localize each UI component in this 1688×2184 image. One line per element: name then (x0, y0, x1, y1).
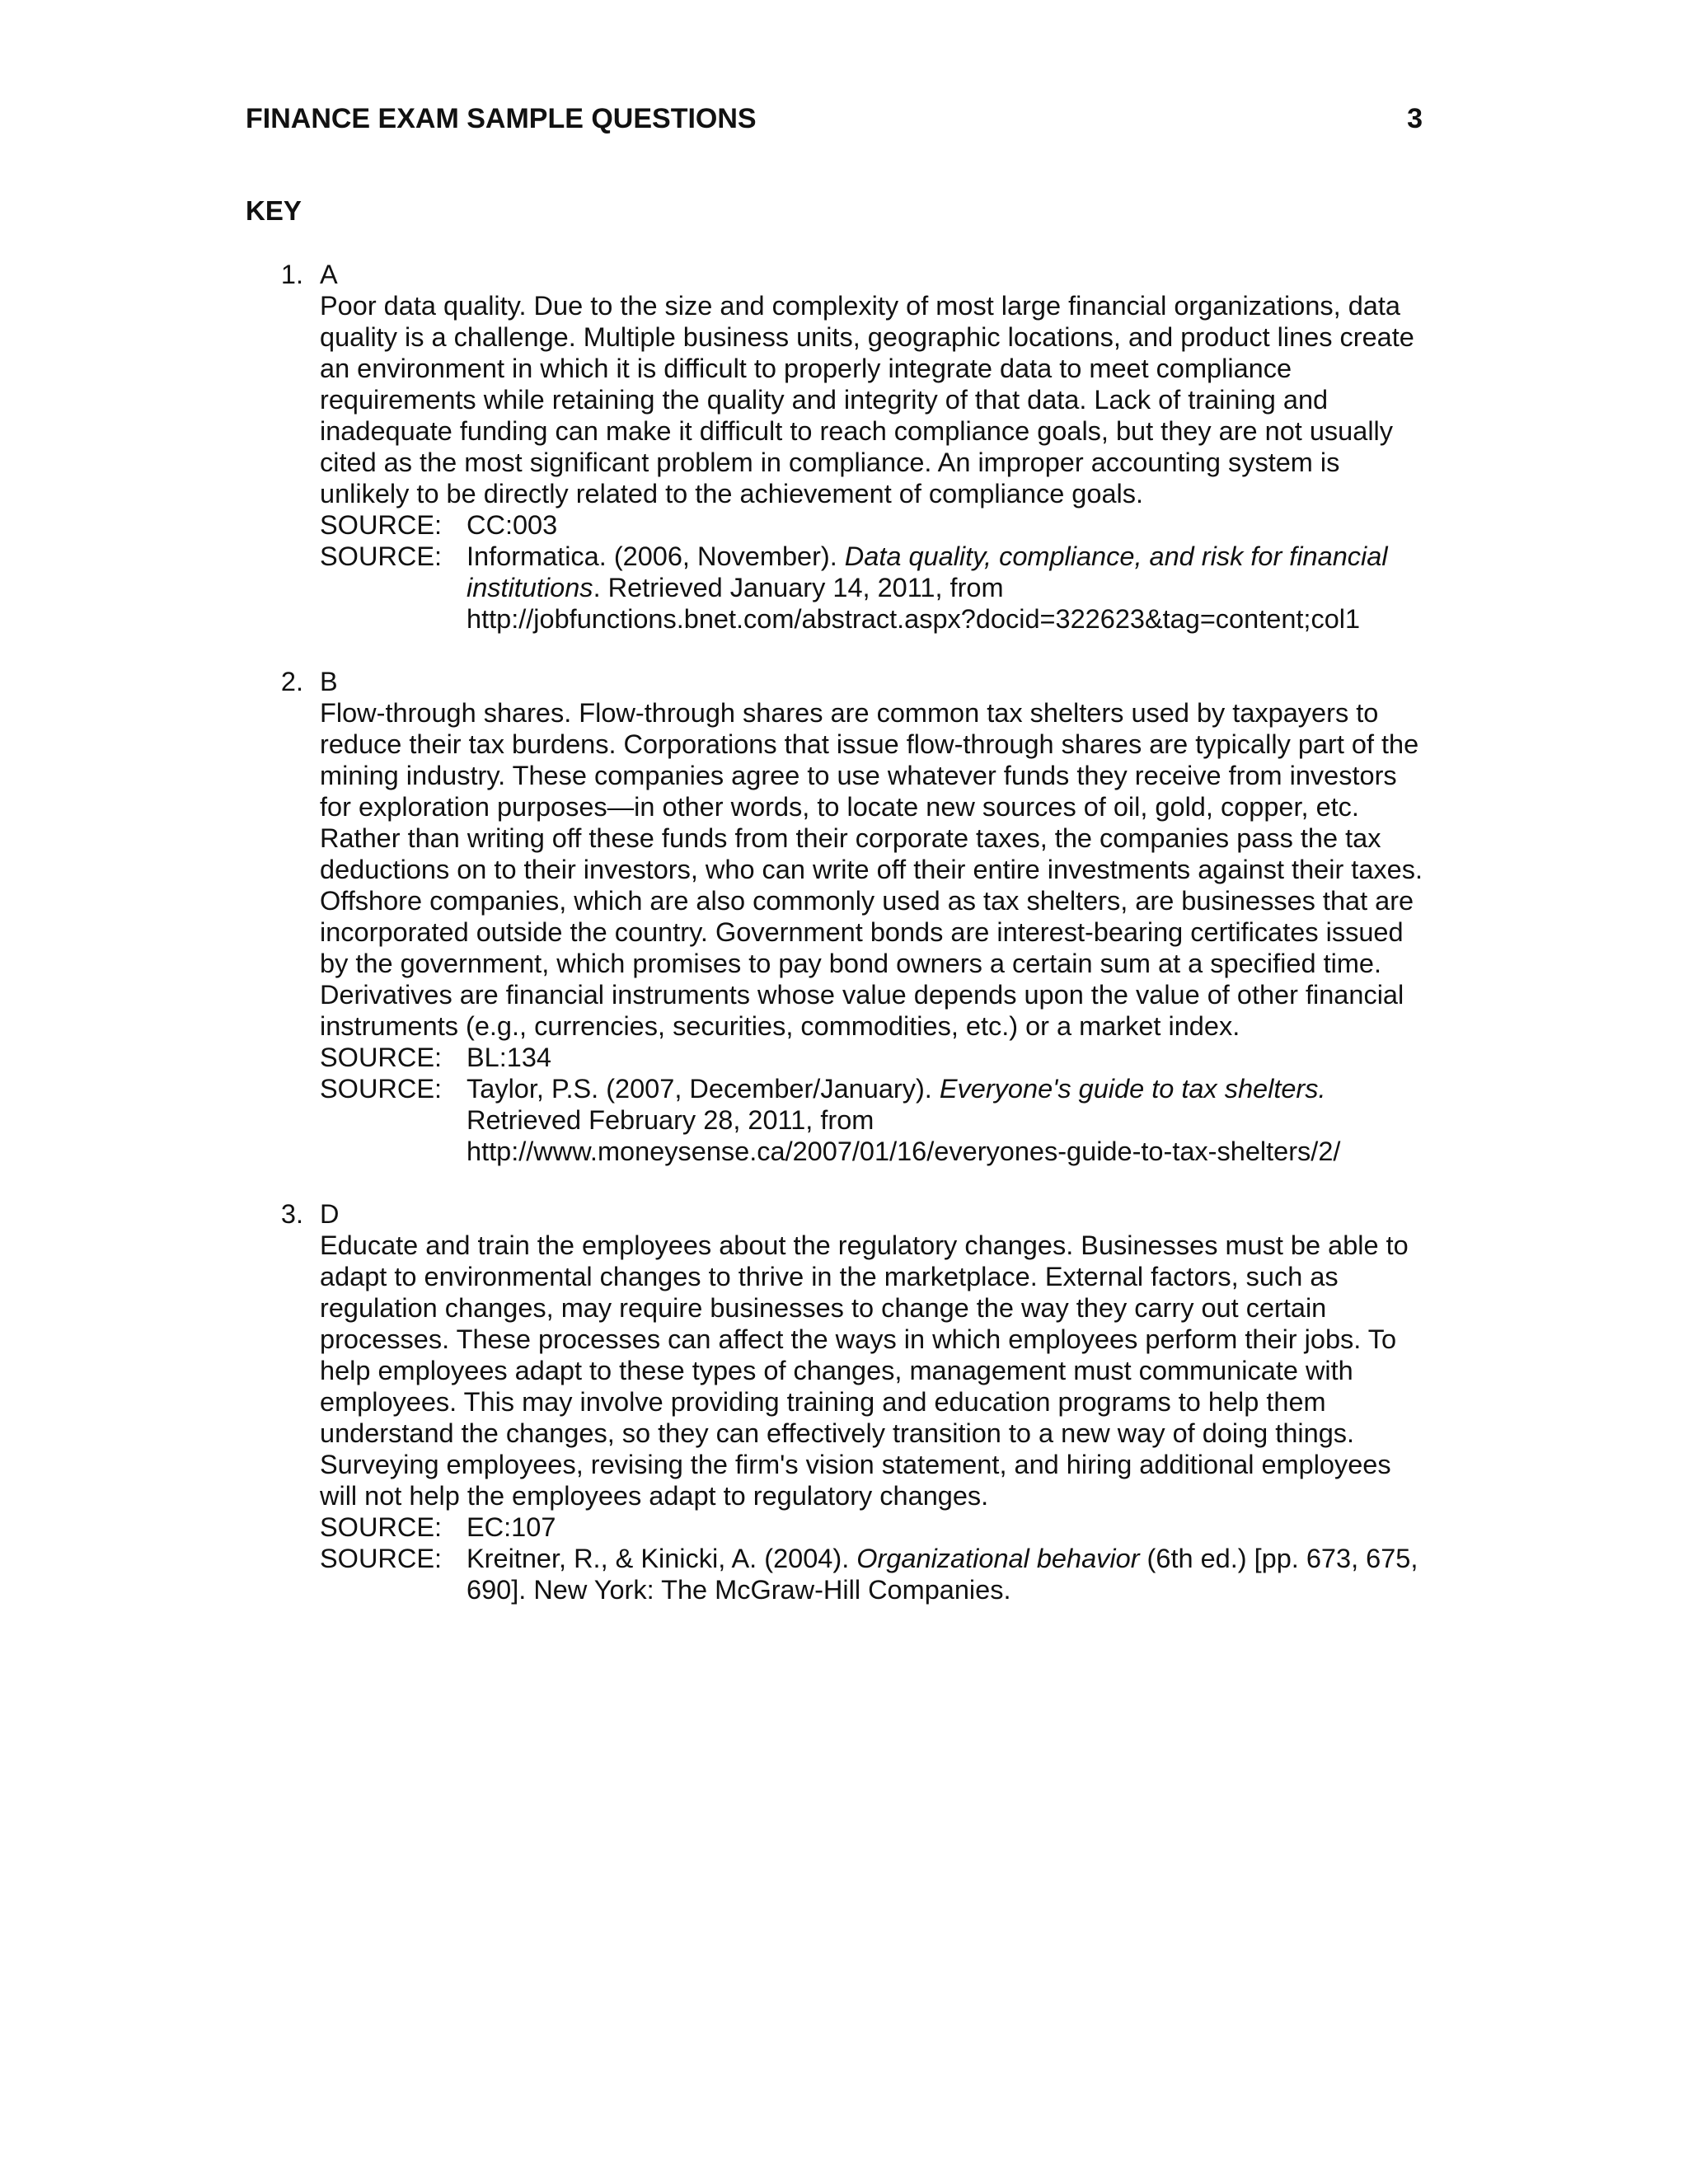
citation-author: Kreitner, R., & Kinicki, A. (2004). (467, 1544, 857, 1573)
citation-title: Everyone's guide to tax shelters. (939, 1074, 1326, 1104)
citation-retrieval: (6th ed.) [pp. 673, 675, 690]. New York: The McGraw-Hill Companies. (467, 1544, 1418, 1605)
citation (467, 541, 1428, 635)
source-label: SOURCE: (320, 1074, 443, 1104)
source-label: SOURCE: (320, 1512, 443, 1542)
answer-body (320, 259, 1428, 635)
citation-row (320, 1543, 1428, 1605)
page-header (246, 102, 1423, 135)
source-label: SOURCE: (320, 541, 443, 571)
citation (467, 1543, 1428, 1605)
citation-row (320, 1073, 1428, 1167)
answer-item-3 (0, 1198, 1688, 1605)
answer-letter: D (320, 1199, 340, 1229)
citation-url: http://jobfunctions.bnet.com/abstract.aspx?docid=322623&tag=content;col1 (467, 604, 1361, 634)
source-code-row (320, 1042, 1428, 1073)
citation-retrieval: Retrieved February 28, 2011, from (467, 1105, 874, 1135)
answer-body (320, 1198, 1428, 1605)
source-code: BL:134 (467, 1043, 552, 1072)
source-label: SOURCE: (320, 510, 443, 540)
answer-body (320, 666, 1428, 1167)
source-label: SOURCE: (320, 1544, 443, 1573)
answer-explanation: Flow-through shares. Flow-through shares are common tax shelters used by taxpayers to reduce their tax burdens. Corporations that issue flow-through shares are typically part of the mining industry. These companies agree to use whatever funds they receive from investors for exploration purposes—in other words, to locate new sources of oil, gold, copper, etc. Rather than writing off these funds from their corporate taxes, the companies pass the tax deductions on to their investors, who can write off their entire investments against their taxes. Offshore companies, which are also commonly used as tax shelters, are businesses that are incorporated outside the country. Government bonds are interest-bearing certificates issued by the government, which promises to pay bond owners a certain sum at a specified time. Derivatives are financial instruments whose value depends upon the value of other financial instruments (e.g., currencies, securities, commodities, etc.) or a market index. (320, 698, 1423, 1041)
answer-explanation: Educate and train the employees about the regulatory changes. Businesses must be able to adapt to environmental changes to thrive in the marketplace. External factors, such as regulation changes, may require businesses to change the way they carry out certain processes. These processes can affect the ways in which employees perform their jobs. To help employees adapt to these types of changes, management must communicate with employees. This may involve providing training and education programs to help them understand the changes, so they can effectively transition to a new way of doing things. Surveying employees, revising the firm's vision statement, and hiring additional employees will not help the employees adapt to regulatory changes. (320, 1230, 1409, 1511)
citation-title: Data quality, compliance, and risk for financial institutions (467, 541, 1388, 602)
key-heading: KEY (246, 195, 302, 226)
citation-title: Organizational behavior (856, 1544, 1140, 1573)
citation-url: http://www.moneysense.ca/2007/01/16/everyones-guide-to-tax-shelters/2/ (467, 1137, 1341, 1166)
answer-letter: B (320, 667, 338, 696)
answer-item-1 (0, 259, 1688, 635)
citation-row (320, 541, 1428, 635)
citation-author: Informatica. (2006, November). (467, 541, 845, 571)
source-code-row (320, 509, 1428, 541)
citation (467, 1073, 1428, 1167)
answer-explanation: Poor data quality. Due to the size and complexity of most large financial organizations, data quality is a challenge. Multiple business units, geographic locations, and product lines create an environment in which it is difficult to properly integrate data to meet compliance requirements while retaining the quality and integrity of that data. Lack of training and inadequate funding can make it difficult to reach compliance goals, but they are not usually cited as the most significant problem in compliance. An improper accounting system is unlikely to be directly related to the achievement of compliance goals. (320, 291, 1414, 509)
page-number: 3 (1407, 103, 1423, 134)
source-code: CC:003 (467, 510, 558, 540)
source-label: SOURCE: (320, 1043, 443, 1072)
answer-number: 2. (280, 667, 303, 696)
citation-author: Taylor, P.S. (2007, December/January). (467, 1074, 940, 1104)
answer-number: 1. (280, 260, 303, 289)
answer-letter: A (320, 260, 338, 289)
answer-key-list (0, 259, 1688, 1637)
source-code-row (320, 1511, 1428, 1543)
source-code: EC:107 (467, 1512, 556, 1542)
answer-item-2 (0, 666, 1688, 1167)
answer-number: 3. (280, 1199, 303, 1229)
citation-retrieval: . Retrieved January 14, 2011, from (593, 573, 1004, 602)
document-title: FINANCE EXAM SAMPLE QUESTIONS (246, 103, 757, 134)
